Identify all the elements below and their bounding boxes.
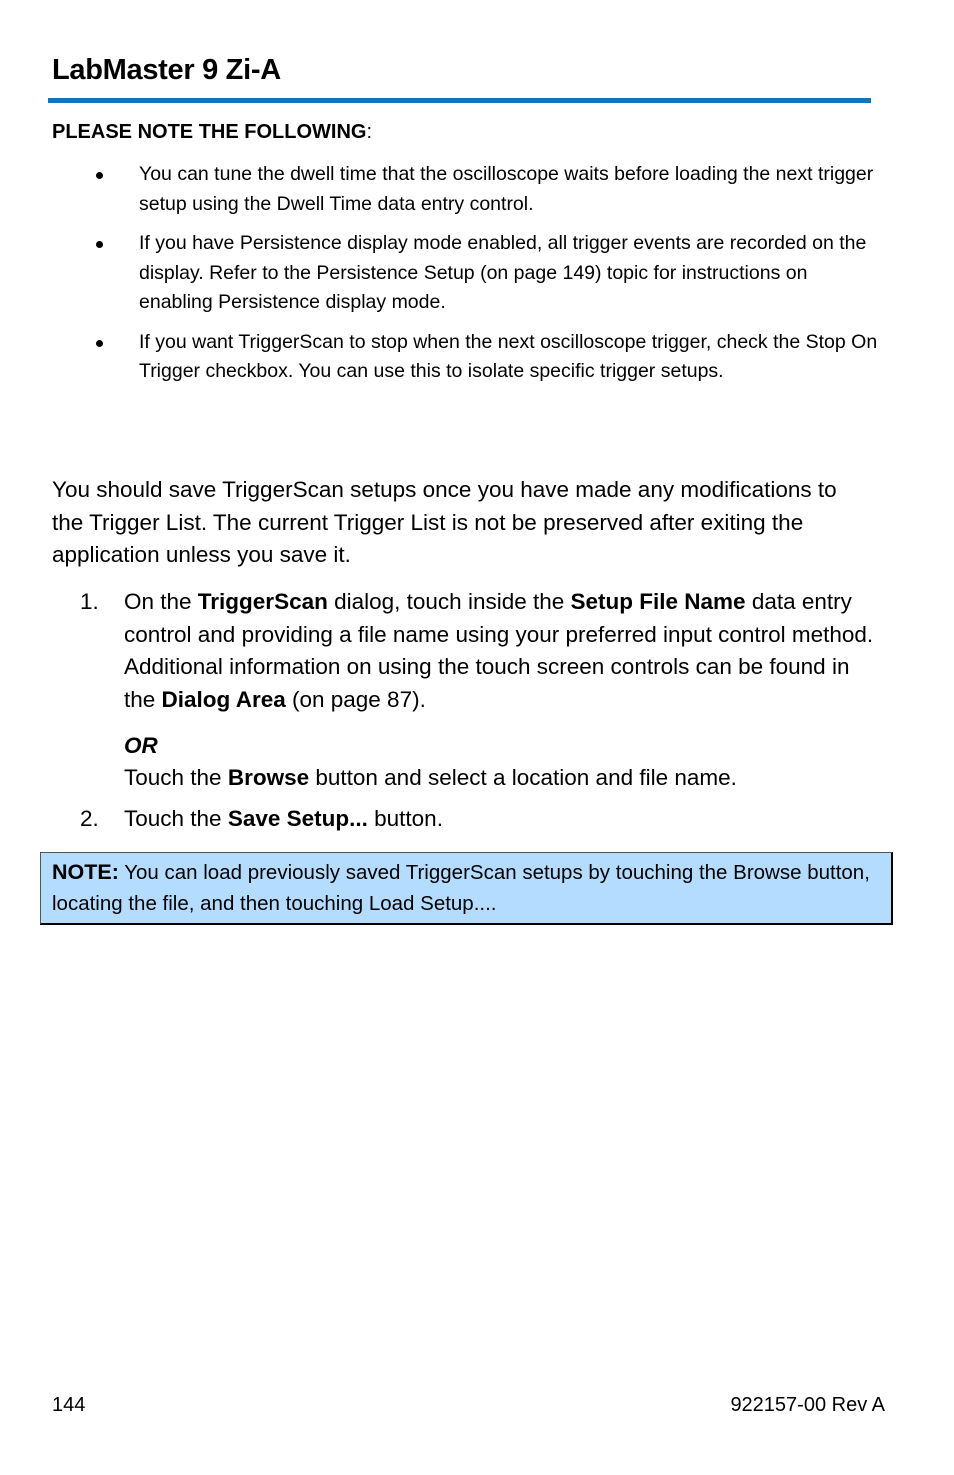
step-text-run: Touch the xyxy=(124,806,228,831)
bullet-item xyxy=(52,328,882,387)
step-bold-run: TriggerScan xyxy=(197,589,328,614)
header-divider xyxy=(48,98,871,103)
step-text-run: button and select a location and file name. xyxy=(309,765,737,790)
save-setups-paragraph: You should save TriggerScan setups once you have made any modifications to the Trigger List. The current Trigger List is not be preserved after exiting the application unless you save it. xyxy=(52,477,837,567)
please-note-list xyxy=(52,160,882,397)
note-box xyxy=(40,852,893,925)
browse-instruction xyxy=(124,762,737,795)
step-bold-run: Save Setup... xyxy=(227,806,368,831)
footer-doc-number: 922157-00 Rev A xyxy=(730,1394,885,1416)
bullet-item xyxy=(52,160,882,219)
bullet-icon xyxy=(96,241,103,248)
bullet-text: If you have Persistence display mode enabled, all trigger events are recorded on the display. Refer to the Persistence Setup (on page 149) topic for instructions on enabling Persistence display mode. xyxy=(139,232,867,313)
please-note-heading-text: PLEASE NOTE THE FOLLOWING xyxy=(52,121,367,143)
bullet-text: If you want TriggerScan to stop when the next oscilloscope trigger, check the Stop On Trigger checkbox. You can use this to isolate specific trigger setups. xyxy=(139,330,878,382)
bullet-item xyxy=(52,229,882,318)
step-1 xyxy=(52,586,882,716)
page-header-title: LabMaster 9 Zi-A xyxy=(52,54,281,86)
bullet-icon xyxy=(96,340,103,347)
please-note-heading xyxy=(52,121,372,144)
please-note-colon: : xyxy=(366,121,373,143)
step-text-run: (on page 87). xyxy=(285,686,426,712)
step-2 xyxy=(52,803,882,836)
step-text-run: button. xyxy=(367,806,443,831)
step-text-run: On the xyxy=(124,589,198,614)
step-text-run: data entry control and providing a file name using your preferred input control method. Additional information on using the touch screen controls can be found in the xyxy=(124,589,874,712)
step-1-number: 1. xyxy=(80,589,99,614)
or-label: OR xyxy=(124,733,158,758)
step-bold-run: Dialog Area xyxy=(161,686,286,712)
note-label: NOTE: xyxy=(52,860,119,884)
step-2-text xyxy=(124,803,882,836)
step-1-text xyxy=(124,586,882,716)
step-text-run: dialog, touch inside the xyxy=(327,589,571,614)
footer-page-number: 144 xyxy=(52,1394,86,1416)
step-bold-run: Browse xyxy=(227,765,310,790)
step-2-number: 2. xyxy=(80,806,99,831)
step-bold-run: Setup File Name xyxy=(570,589,746,614)
step-text-run: Touch the xyxy=(124,765,228,790)
bullet-text: You can tune the dwell time that the oscilloscope waits before loading the next trigger setup using the Dwell Time data entry control. xyxy=(139,163,874,215)
bullet-icon xyxy=(96,172,103,179)
note-text: You can load previously saved TriggerScan setups by touching the Browse button, locating the file, and then touching Load Setup.... xyxy=(52,861,870,915)
